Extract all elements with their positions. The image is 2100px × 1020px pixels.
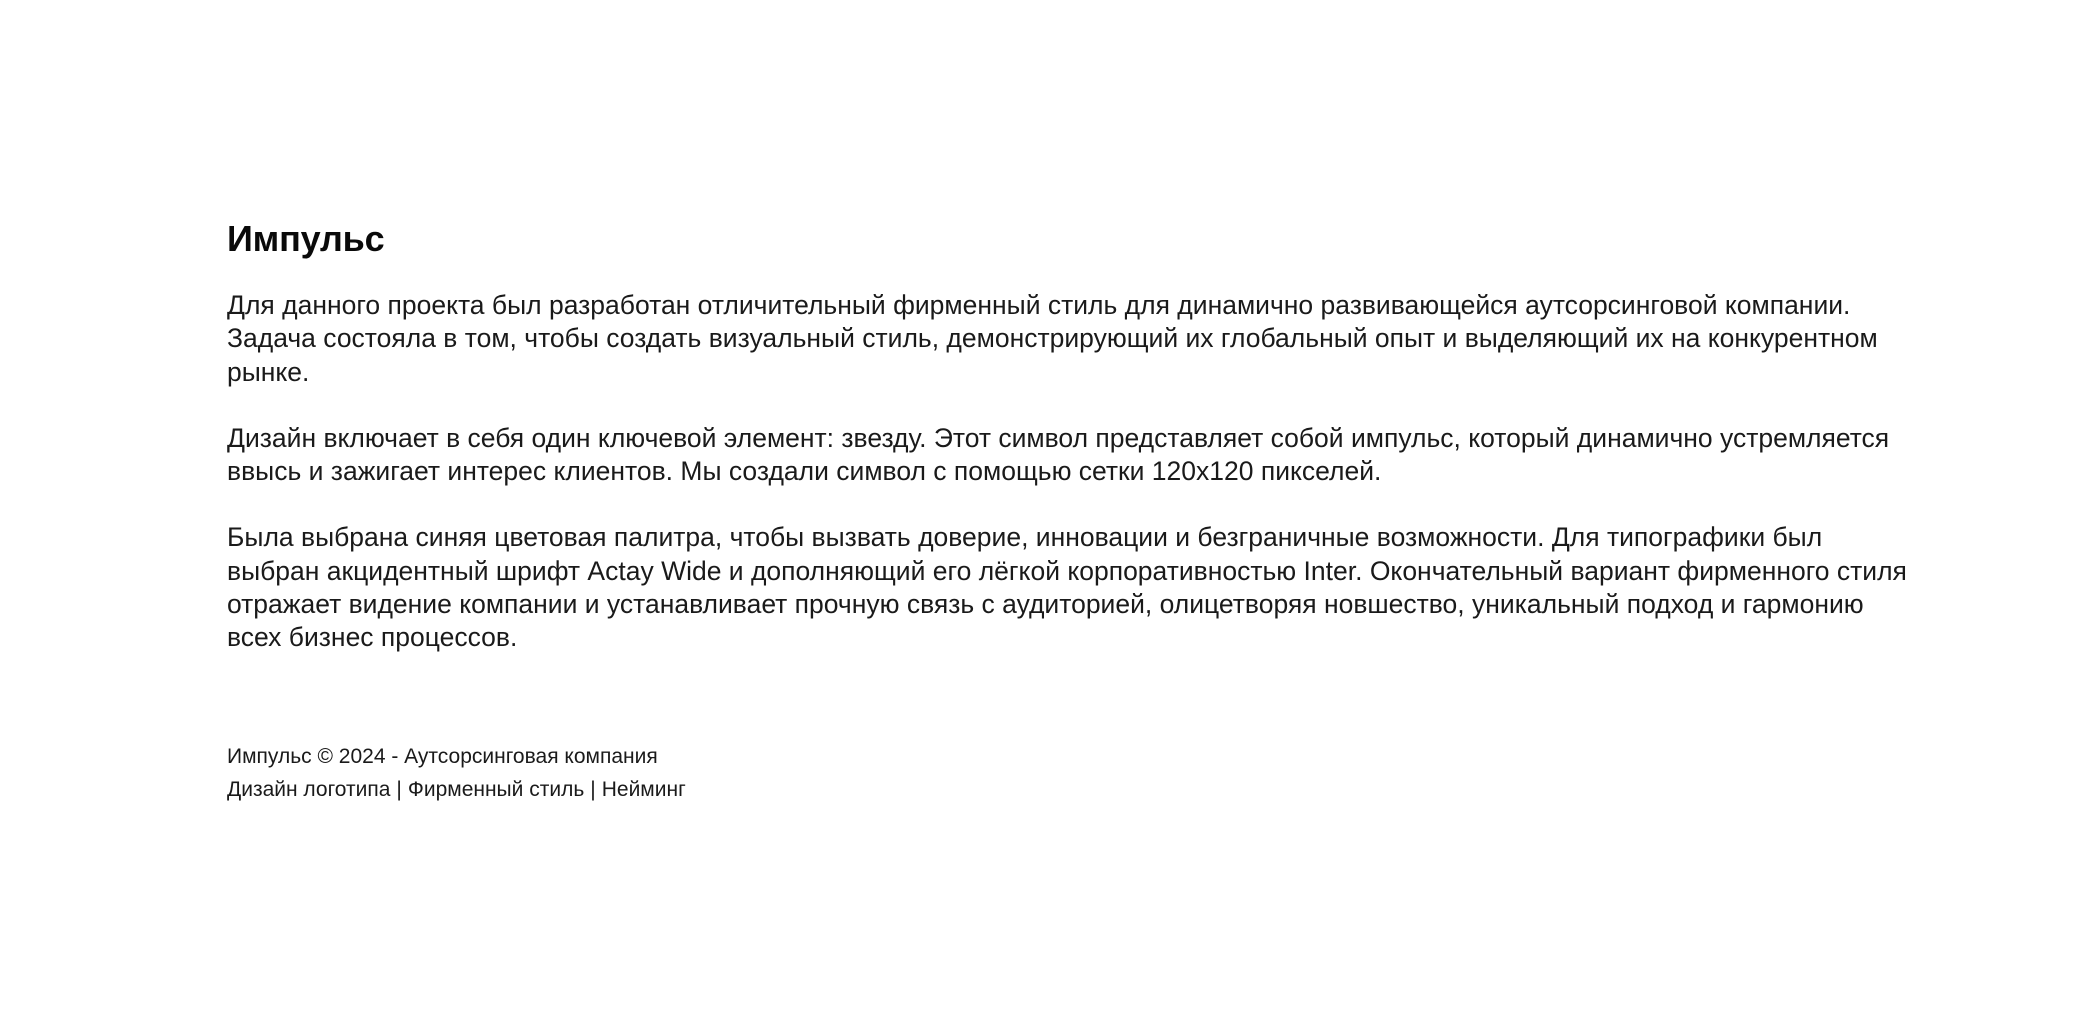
page-title: Импульс — [227, 218, 385, 259]
description-paragraph: Дизайн включает в себя один ключевой элемент: звезду. Этот символ представляет собой импульс, который динамично устремляется ввысь и зажигает интерес клиентов. Мы создали символ с помощью сетки 120x120 пикселей. — [227, 422, 1890, 487]
description-paragraph: Для данного проекта был разработан отличительный фирменный стиль для динамично развивающейся аутсорсинговой компании. Задача состояла в том, чтобы создать визуальный стиль, демонстрирующий их глобальный опыт и выделяющий их на конкурентном рынке. — [227, 290, 1878, 387]
services-list — [227, 773, 686, 806]
service-link-brand-identity[interactable]: Фирменный стиль — [407, 778, 585, 801]
footer — [227, 740, 686, 806]
description-paragraph: Была выбрана синяя цветовая палитра, чтобы вызвать доверие, инновации и безграничные возможности. Для типографики был выбран акцидентный шрифт Actay Wide и дополняющий его лёгкой корпоративностью Inter. Окончательный вариант фирменного стиля отражает видение компании и устанавливает прочную связь с аудиторией, олицетворяя новшество, уникальный подход и гармонию всех бизнес процессов. — [227, 522, 1907, 653]
separator: | — [590, 778, 596, 801]
service-link-logo-design[interactable]: Дизайн логотипа — [227, 778, 391, 801]
separator: | — [396, 778, 402, 801]
project-description — [227, 214, 1907, 655]
description-body — [227, 289, 1907, 655]
service-link-naming[interactable]: Нейминг — [601, 778, 686, 801]
copyright-text: Импульс © 2024 - Аутсорсинговая компания — [227, 745, 658, 768]
